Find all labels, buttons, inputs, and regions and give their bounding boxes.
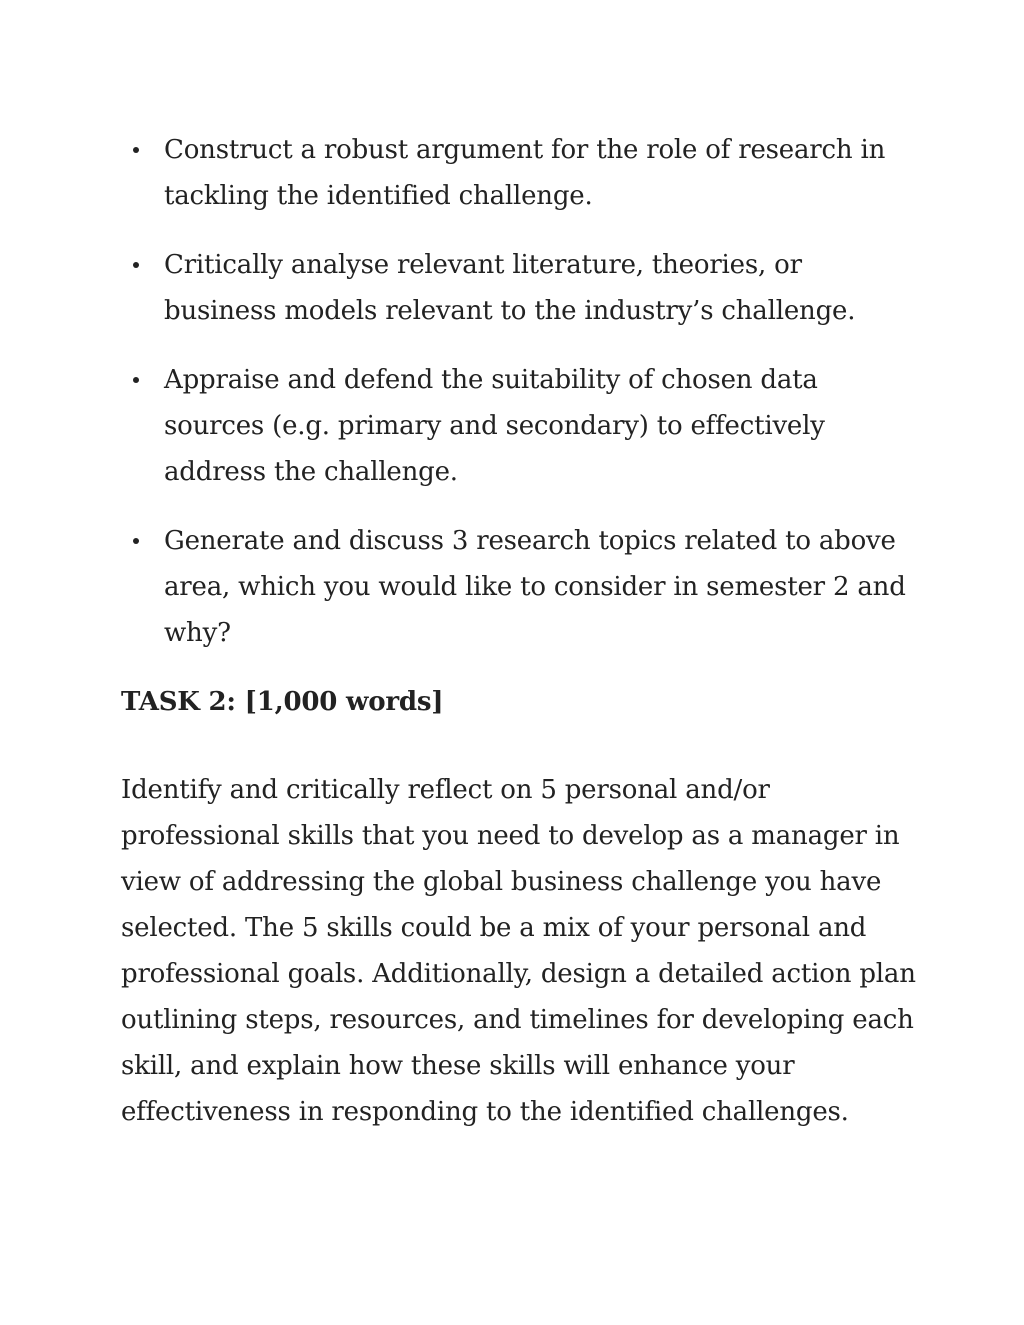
requirements-list: [121, 127, 921, 656]
list-item-text: Critically analyse relevant literature, theories, or business models relevant to the industry’s challenge.: [164, 250, 856, 326]
list-item-text: Appraise and defend the suitability of chosen data sources (e.g. primary and secondary) to effectively address the challenge.: [164, 365, 825, 487]
task-2-heading: TASK 2: [1,000 words]: [121, 687, 444, 717]
list-item: [121, 127, 921, 219]
bullet-icon: [133, 377, 139, 383]
list-item-text: Generate and discuss 3 research topics related to above area, which you would like to consider in semester 2 and why?: [164, 526, 906, 648]
list-item: [121, 518, 921, 656]
bullet-icon: [133, 538, 139, 544]
task-2-description: Identify and critically reflect on 5 personal and/or professional skills that you need to develop as a manager in view of addressing the global business challenge you have selected. The 5 skills could be a mix of your personal and professional goals. Additionally, design a detailed action plan outlining steps, resources, and timelines for developing each skill, and explain how these skills will enhance your effectiveness in responding to the identified challenges.: [121, 775, 916, 1127]
bullet-icon: [133, 147, 139, 153]
document-content: [121, 127, 921, 1135]
bullet-icon: [133, 262, 139, 268]
list-item: [121, 357, 921, 495]
list-item: [121, 242, 921, 334]
list-item-text: Construct a robust argument for the role of research in tackling the identified challenge.: [164, 135, 886, 211]
